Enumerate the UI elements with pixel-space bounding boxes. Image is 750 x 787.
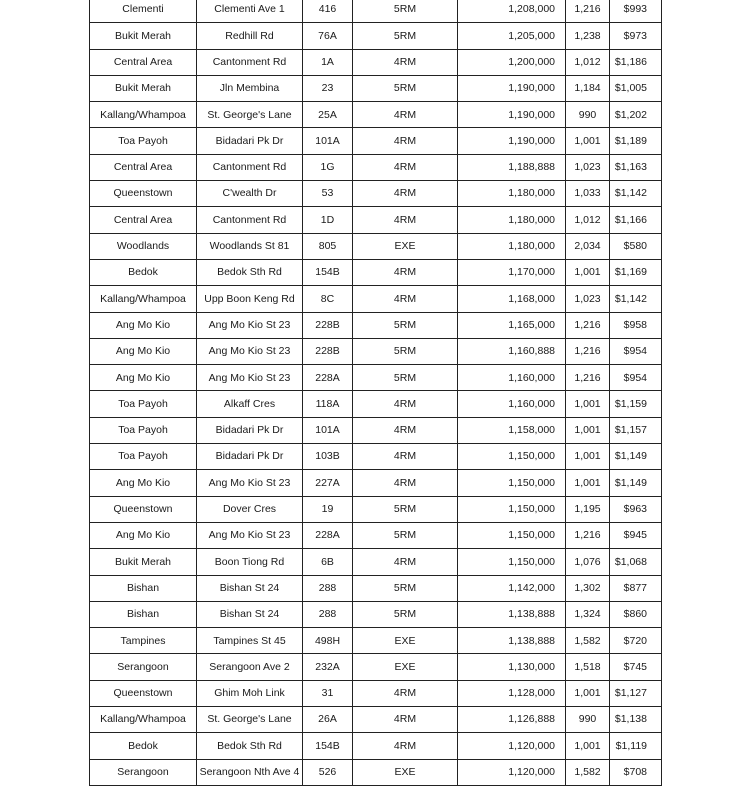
block-cell: 526 <box>303 759 353 785</box>
price-cell: 1,150,000 <box>458 549 566 575</box>
town-cell: Ang Mo Kio <box>90 522 197 548</box>
flat-type-cell: 4RM <box>353 417 458 443</box>
town-cell: Kallang/Whampoa <box>90 286 197 312</box>
area-cell: 1,518 <box>566 654 610 680</box>
town-cell: Toa Payoh <box>90 444 197 470</box>
block-cell: 232A <box>303 654 353 680</box>
town-cell: Queenstown <box>90 181 197 207</box>
town-cell: Kallang/Whampoa <box>90 707 197 733</box>
price-cell: 1,200,000 <box>458 49 566 75</box>
psf-cell: $708 <box>610 759 662 785</box>
flat-type-cell: EXE <box>353 654 458 680</box>
block-cell: 53 <box>303 181 353 207</box>
street-cell: Bishan St 24 <box>197 575 303 601</box>
area-cell: 1,001 <box>566 470 610 496</box>
price-cell: 1,160,000 <box>458 365 566 391</box>
area-cell: 1,001 <box>566 680 610 706</box>
street-cell: Bedok Sth Rd <box>197 259 303 285</box>
table-row <box>90 707 662 733</box>
price-cell: 1,160,888 <box>458 338 566 364</box>
block-cell: 101A <box>303 128 353 154</box>
table-row <box>90 759 662 785</box>
block-cell: 1G <box>303 154 353 180</box>
table-row <box>90 391 662 417</box>
table-row <box>90 154 662 180</box>
flat-type-cell: 4RM <box>353 733 458 759</box>
table-row <box>90 549 662 575</box>
psf-cell: $1,068 <box>610 549 662 575</box>
price-cell: 1,180,000 <box>458 207 566 233</box>
street-cell: Cantonment Rd <box>197 207 303 233</box>
town-cell: Bukit Merah <box>90 549 197 575</box>
street-cell: Bidadari Pk Dr <box>197 128 303 154</box>
psf-cell: $1,157 <box>610 417 662 443</box>
psf-cell: $1,142 <box>610 286 662 312</box>
table-row <box>90 0 662 23</box>
area-cell: 1,216 <box>566 312 610 338</box>
street-cell: Serangoon Ave 2 <box>197 654 303 680</box>
block-cell: 1A <box>303 49 353 75</box>
table-row <box>90 365 662 391</box>
flat-type-cell: EXE <box>353 233 458 259</box>
block-cell: 8C <box>303 286 353 312</box>
flat-type-cell: 4RM <box>353 707 458 733</box>
block-cell: 228A <box>303 522 353 548</box>
table-row <box>90 102 662 128</box>
flat-type-cell: 4RM <box>353 286 458 312</box>
street-cell: Ang Mo Kio St 23 <box>197 338 303 364</box>
town-cell: Toa Payoh <box>90 391 197 417</box>
price-cell: 1,190,000 <box>458 75 566 101</box>
psf-cell: $1,142 <box>610 181 662 207</box>
psf-cell: $1,169 <box>610 259 662 285</box>
psf-cell: $1,186 <box>610 49 662 75</box>
price-cell: 1,168,000 <box>458 286 566 312</box>
street-cell: Alkaff Cres <box>197 391 303 417</box>
town-cell: Kallang/Whampoa <box>90 102 197 128</box>
psf-cell: $1,149 <box>610 444 662 470</box>
town-cell: Central Area <box>90 207 197 233</box>
street-cell: Dover Cres <box>197 496 303 522</box>
flat-type-cell: 5RM <box>353 496 458 522</box>
block-cell: 805 <box>303 233 353 259</box>
flat-type-cell: 4RM <box>353 207 458 233</box>
area-cell: 1,001 <box>566 444 610 470</box>
psf-cell: $1,127 <box>610 680 662 706</box>
block-cell: 23 <box>303 75 353 101</box>
town-cell: Toa Payoh <box>90 128 197 154</box>
flat-type-cell: 4RM <box>353 444 458 470</box>
street-cell: Jln Membina <box>197 75 303 101</box>
block-cell: 288 <box>303 601 353 627</box>
flat-type-cell: 5RM <box>353 23 458 49</box>
table-row <box>90 338 662 364</box>
street-cell: St. George's Lane <box>197 102 303 128</box>
table-row <box>90 522 662 548</box>
flat-type-cell: 4RM <box>353 549 458 575</box>
street-cell: Clementi Ave 1 <box>197 0 303 23</box>
block-cell: 101A <box>303 417 353 443</box>
price-cell: 1,120,000 <box>458 733 566 759</box>
area-cell: 1,012 <box>566 207 610 233</box>
price-cell: 1,165,000 <box>458 312 566 338</box>
area-cell: 1,238 <box>566 23 610 49</box>
town-cell: Bukit Merah <box>90 23 197 49</box>
area-cell: 1,023 <box>566 154 610 180</box>
psf-cell: $993 <box>610 0 662 23</box>
street-cell: Redhill Rd <box>197 23 303 49</box>
psf-cell: $958 <box>610 312 662 338</box>
area-cell: 1,033 <box>566 181 610 207</box>
psf-cell: $1,189 <box>610 128 662 154</box>
price-cell: 1,180,000 <box>458 233 566 259</box>
area-cell: 1,184 <box>566 75 610 101</box>
price-cell: 1,190,000 <box>458 128 566 154</box>
flat-type-cell: 4RM <box>353 181 458 207</box>
flat-type-cell: 5RM <box>353 338 458 364</box>
block-cell: 76A <box>303 23 353 49</box>
flat-type-cell: 5RM <box>353 312 458 338</box>
psf-cell: $745 <box>610 654 662 680</box>
table-row <box>90 181 662 207</box>
area-cell: 1,216 <box>566 522 610 548</box>
table-row <box>90 417 662 443</box>
area-cell: 1,582 <box>566 759 610 785</box>
town-cell: Toa Payoh <box>90 417 197 443</box>
flat-type-cell: 4RM <box>353 49 458 75</box>
price-cell: 1,208,000 <box>458 0 566 23</box>
block-cell: 154B <box>303 259 353 285</box>
area-cell: 1,582 <box>566 628 610 654</box>
street-cell: Ang Mo Kio St 23 <box>197 470 303 496</box>
price-cell: 1,120,000 <box>458 759 566 785</box>
table-row <box>90 680 662 706</box>
psf-cell: $580 <box>610 233 662 259</box>
town-cell: Ang Mo Kio <box>90 365 197 391</box>
psf-cell: $720 <box>610 628 662 654</box>
table-row <box>90 233 662 259</box>
street-cell: Bidadari Pk Dr <box>197 417 303 443</box>
town-cell: Tampines <box>90 628 197 654</box>
price-cell: 1,128,000 <box>458 680 566 706</box>
block-cell: 498H <box>303 628 353 654</box>
price-cell: 1,150,000 <box>458 470 566 496</box>
price-cell: 1,142,000 <box>458 575 566 601</box>
area-cell: 1,302 <box>566 575 610 601</box>
area-cell: 990 <box>566 707 610 733</box>
area-cell: 1,216 <box>566 338 610 364</box>
area-cell: 1,216 <box>566 0 610 23</box>
flat-type-cell: 4RM <box>353 102 458 128</box>
price-cell: 1,205,000 <box>458 23 566 49</box>
price-cell: 1,170,000 <box>458 259 566 285</box>
area-cell: 1,324 <box>566 601 610 627</box>
street-cell: Cantonment Rd <box>197 154 303 180</box>
town-cell: Ang Mo Kio <box>90 338 197 364</box>
town-cell: Central Area <box>90 154 197 180</box>
table-row <box>90 444 662 470</box>
town-cell: Serangoon <box>90 759 197 785</box>
table-row <box>90 286 662 312</box>
flat-type-cell: EXE <box>353 628 458 654</box>
area-cell: 1,001 <box>566 391 610 417</box>
street-cell: C'wealth Dr <box>197 181 303 207</box>
table-row <box>90 654 662 680</box>
flat-type-cell: 4RM <box>353 154 458 180</box>
psf-cell: $973 <box>610 23 662 49</box>
town-cell: Bedok <box>90 259 197 285</box>
town-cell: Bishan <box>90 575 197 601</box>
street-cell: Ghim Moh Link <box>197 680 303 706</box>
street-cell: Ang Mo Kio St 23 <box>197 522 303 548</box>
area-cell: 1,001 <box>566 733 610 759</box>
transactions-table <box>89 0 662 786</box>
table-body <box>90 0 662 785</box>
block-cell: 19 <box>303 496 353 522</box>
town-cell: Queenstown <box>90 496 197 522</box>
table-row <box>90 496 662 522</box>
area-cell: 990 <box>566 102 610 128</box>
street-cell: Ang Mo Kio St 23 <box>197 365 303 391</box>
street-cell: St. George's Lane <box>197 707 303 733</box>
town-cell: Bukit Merah <box>90 75 197 101</box>
flat-type-cell: 4RM <box>353 470 458 496</box>
price-cell: 1,150,000 <box>458 522 566 548</box>
flat-type-cell: EXE <box>353 759 458 785</box>
psf-cell: $877 <box>610 575 662 601</box>
price-cell: 1,160,000 <box>458 391 566 417</box>
block-cell: 31 <box>303 680 353 706</box>
block-cell: 6B <box>303 549 353 575</box>
block-cell: 228A <box>303 365 353 391</box>
table-row <box>90 49 662 75</box>
psf-cell: $1,163 <box>610 154 662 180</box>
street-cell: Woodlands St 81 <box>197 233 303 259</box>
town-cell: Bedok <box>90 733 197 759</box>
town-cell: Bishan <box>90 601 197 627</box>
psf-cell: $1,005 <box>610 75 662 101</box>
block-cell: 103B <box>303 444 353 470</box>
price-cell: 1,188,888 <box>458 154 566 180</box>
block-cell: 26A <box>303 707 353 733</box>
table-row <box>90 75 662 101</box>
street-cell: Serangoon Nth Ave 4 <box>197 759 303 785</box>
psf-cell: $860 <box>610 601 662 627</box>
block-cell: 25A <box>303 102 353 128</box>
town-cell: Serangoon <box>90 654 197 680</box>
street-cell: Ang Mo Kio St 23 <box>197 312 303 338</box>
price-cell: 1,150,000 <box>458 444 566 470</box>
block-cell: 228B <box>303 312 353 338</box>
price-cell: 1,138,888 <box>458 628 566 654</box>
price-cell: 1,180,000 <box>458 181 566 207</box>
street-cell: Upp Boon Keng Rd <box>197 286 303 312</box>
psf-cell: $1,159 <box>610 391 662 417</box>
town-cell: Ang Mo Kio <box>90 470 197 496</box>
flat-type-cell: 4RM <box>353 680 458 706</box>
area-cell: 1,216 <box>566 365 610 391</box>
table-row <box>90 128 662 154</box>
psf-cell: $1,119 <box>610 733 662 759</box>
block-cell: 227A <box>303 470 353 496</box>
table-row <box>90 312 662 338</box>
price-cell: 1,126,888 <box>458 707 566 733</box>
block-cell: 1D <box>303 207 353 233</box>
town-cell: Ang Mo Kio <box>90 312 197 338</box>
table-row <box>90 575 662 601</box>
table-row <box>90 601 662 627</box>
area-cell: 1,001 <box>566 259 610 285</box>
street-cell: Tampines St 45 <box>197 628 303 654</box>
flat-type-cell: 5RM <box>353 75 458 101</box>
psf-cell: $945 <box>610 522 662 548</box>
psf-cell: $1,202 <box>610 102 662 128</box>
flat-type-cell: 4RM <box>353 259 458 285</box>
psf-cell: $963 <box>610 496 662 522</box>
street-cell: Bedok Sth Rd <box>197 733 303 759</box>
table-row <box>90 470 662 496</box>
area-cell: 2,034 <box>566 233 610 259</box>
street-cell: Bidadari Pk Dr <box>197 444 303 470</box>
area-cell: 1,195 <box>566 496 610 522</box>
town-cell: Central Area <box>90 49 197 75</box>
block-cell: 154B <box>303 733 353 759</box>
price-cell: 1,138,888 <box>458 601 566 627</box>
flat-type-cell: 5RM <box>353 522 458 548</box>
flat-type-cell: 5RM <box>353 0 458 23</box>
table-row <box>90 259 662 285</box>
table-row <box>90 733 662 759</box>
town-cell: Queenstown <box>90 680 197 706</box>
price-cell: 1,150,000 <box>458 496 566 522</box>
psf-cell: $1,166 <box>610 207 662 233</box>
psf-cell: $1,138 <box>610 707 662 733</box>
table-row <box>90 23 662 49</box>
block-cell: 416 <box>303 0 353 23</box>
flat-type-cell: 5RM <box>353 601 458 627</box>
price-cell: 1,130,000 <box>458 654 566 680</box>
psf-cell: $954 <box>610 338 662 364</box>
table-row <box>90 628 662 654</box>
town-cell: Woodlands <box>90 233 197 259</box>
street-cell: Boon Tiong Rd <box>197 549 303 575</box>
flat-type-cell: 4RM <box>353 391 458 417</box>
area-cell: 1,023 <box>566 286 610 312</box>
street-cell: Cantonment Rd <box>197 49 303 75</box>
town-cell: Clementi <box>90 0 197 23</box>
block-cell: 288 <box>303 575 353 601</box>
price-cell: 1,158,000 <box>458 417 566 443</box>
street-cell: Bishan St 24 <box>197 601 303 627</box>
area-cell: 1,076 <box>566 549 610 575</box>
area-cell: 1,001 <box>566 417 610 443</box>
psf-cell: $954 <box>610 365 662 391</box>
table-row <box>90 207 662 233</box>
flat-type-cell: 5RM <box>353 365 458 391</box>
block-cell: 118A <box>303 391 353 417</box>
flat-type-cell: 5RM <box>353 575 458 601</box>
area-cell: 1,012 <box>566 49 610 75</box>
psf-cell: $1,149 <box>610 470 662 496</box>
block-cell: 228B <box>303 338 353 364</box>
flat-type-cell: 4RM <box>353 128 458 154</box>
area-cell: 1,001 <box>566 128 610 154</box>
price-cell: 1,190,000 <box>458 102 566 128</box>
